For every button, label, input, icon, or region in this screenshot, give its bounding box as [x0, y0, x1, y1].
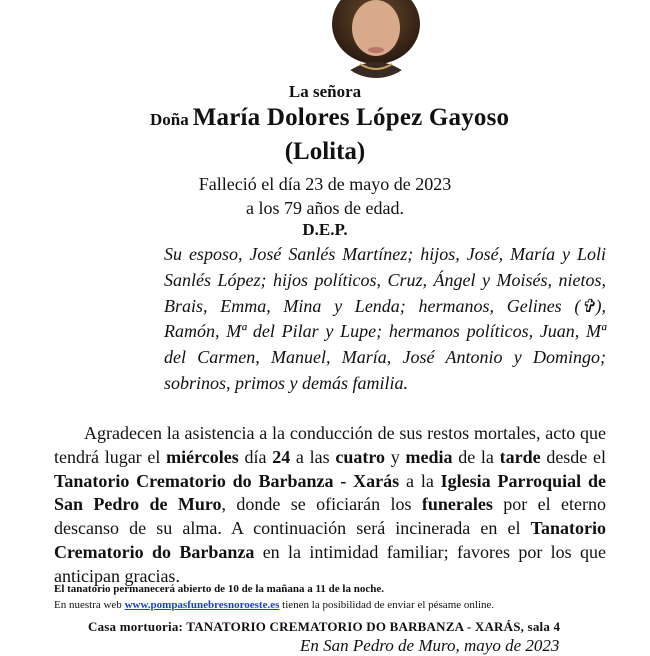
death-date: Falleció el día 23 de mayo de 2023: [198, 174, 452, 194]
funeral-period: tarde: [499, 446, 541, 467]
family-text-1: Su esposo, José Sanlés Martínez; hijos, José, María y Loli Sanlés López; hijos políticos, Cruz, Ángel y Moisés, nietos, Brais, Emma, Mina y Lenda; hermanos, Gelines (: [164, 244, 606, 316]
family-text-2: ), Ramón, Mª del Pilar y Lupe; hermanos políticos, Juan, Mª del Carmen, Manuel, María, José Antonio y Domingo; sobrinos, primos y demás familia.: [164, 295, 606, 393]
funeral-text: desde el: [540, 446, 607, 467]
funeral-paragraph: [54, 422, 606, 589]
funeral-day: miércoles: [166, 446, 239, 467]
deceased-name-line: [150, 104, 610, 132]
web-note-suffix: tienen la posibilidad de enviar el pésame online.: [279, 599, 495, 611]
death-age: a los 79 años de edad.: [246, 198, 404, 218]
portrait-photo: [330, 0, 422, 78]
funeral-crematorium: Tanatorio Crematorio do Barbanza: [54, 518, 606, 562]
funeral-text: , donde se oficiarán los: [221, 494, 422, 515]
funeral-text: de la: [452, 446, 500, 467]
website-link[interactable]: www.pompasfunebresnoroeste.es: [124, 599, 280, 611]
opening-hours-note: El tanatorio permanecerá abierto de 10 de la mañana a 11 de la noche.: [54, 583, 384, 595]
funeral-text: por el eterno descanso de su alma. A continuación será incinerada en el: [54, 494, 606, 539]
web-note-prefix: En nuestra web: [54, 599, 125, 611]
funeral-text: a la: [399, 470, 441, 491]
dep-heading: D.E.P.: [302, 220, 348, 239]
funeral-service: funerales: [421, 494, 493, 515]
funeral-church: Iglesia Parroquial de San Pedro de Muro: [54, 470, 606, 515]
salutation: La señora: [288, 82, 362, 101]
funeral-text: y: [385, 446, 406, 467]
funeral-text: Agradecen la asistencia a la conducción de sus restos mortales, acto que tendrá lugar el: [54, 423, 606, 467]
portrait-image: [330, 0, 422, 78]
place-date-footer: En San Pedro de Muro, mayo de 2023: [300, 636, 560, 655]
deceased-name: María Dolores López Gayoso: [192, 104, 510, 131]
funeral-text: a las: [290, 446, 336, 467]
mortuary-line: [88, 619, 560, 635]
funeral-hour: cuatro: [335, 446, 386, 467]
death-info: [0, 172, 650, 220]
mortuary-value: TANATORIO CREMATORIO DO BARBANZA - XARÁS, sala 4: [186, 619, 561, 634]
funeral-text: en la intimidad familiar; favores por los que anticipan gracias.: [54, 541, 606, 586]
family-paragraph: [164, 242, 606, 397]
deceased-nickname: (Lolita): [284, 138, 366, 165]
cross-icon: ✞: [580, 295, 596, 316]
web-note: [54, 599, 494, 611]
name-prefix: Doña: [150, 110, 189, 129]
funeral-half: media: [405, 446, 453, 467]
mortuary-label: Casa mortuoria:: [88, 619, 184, 634]
funeral-date: 24: [272, 446, 291, 467]
funeral-origin: Tanatorio Crematorio do Barbanza - Xarás: [54, 470, 400, 491]
funeral-text: día: [238, 446, 273, 467]
